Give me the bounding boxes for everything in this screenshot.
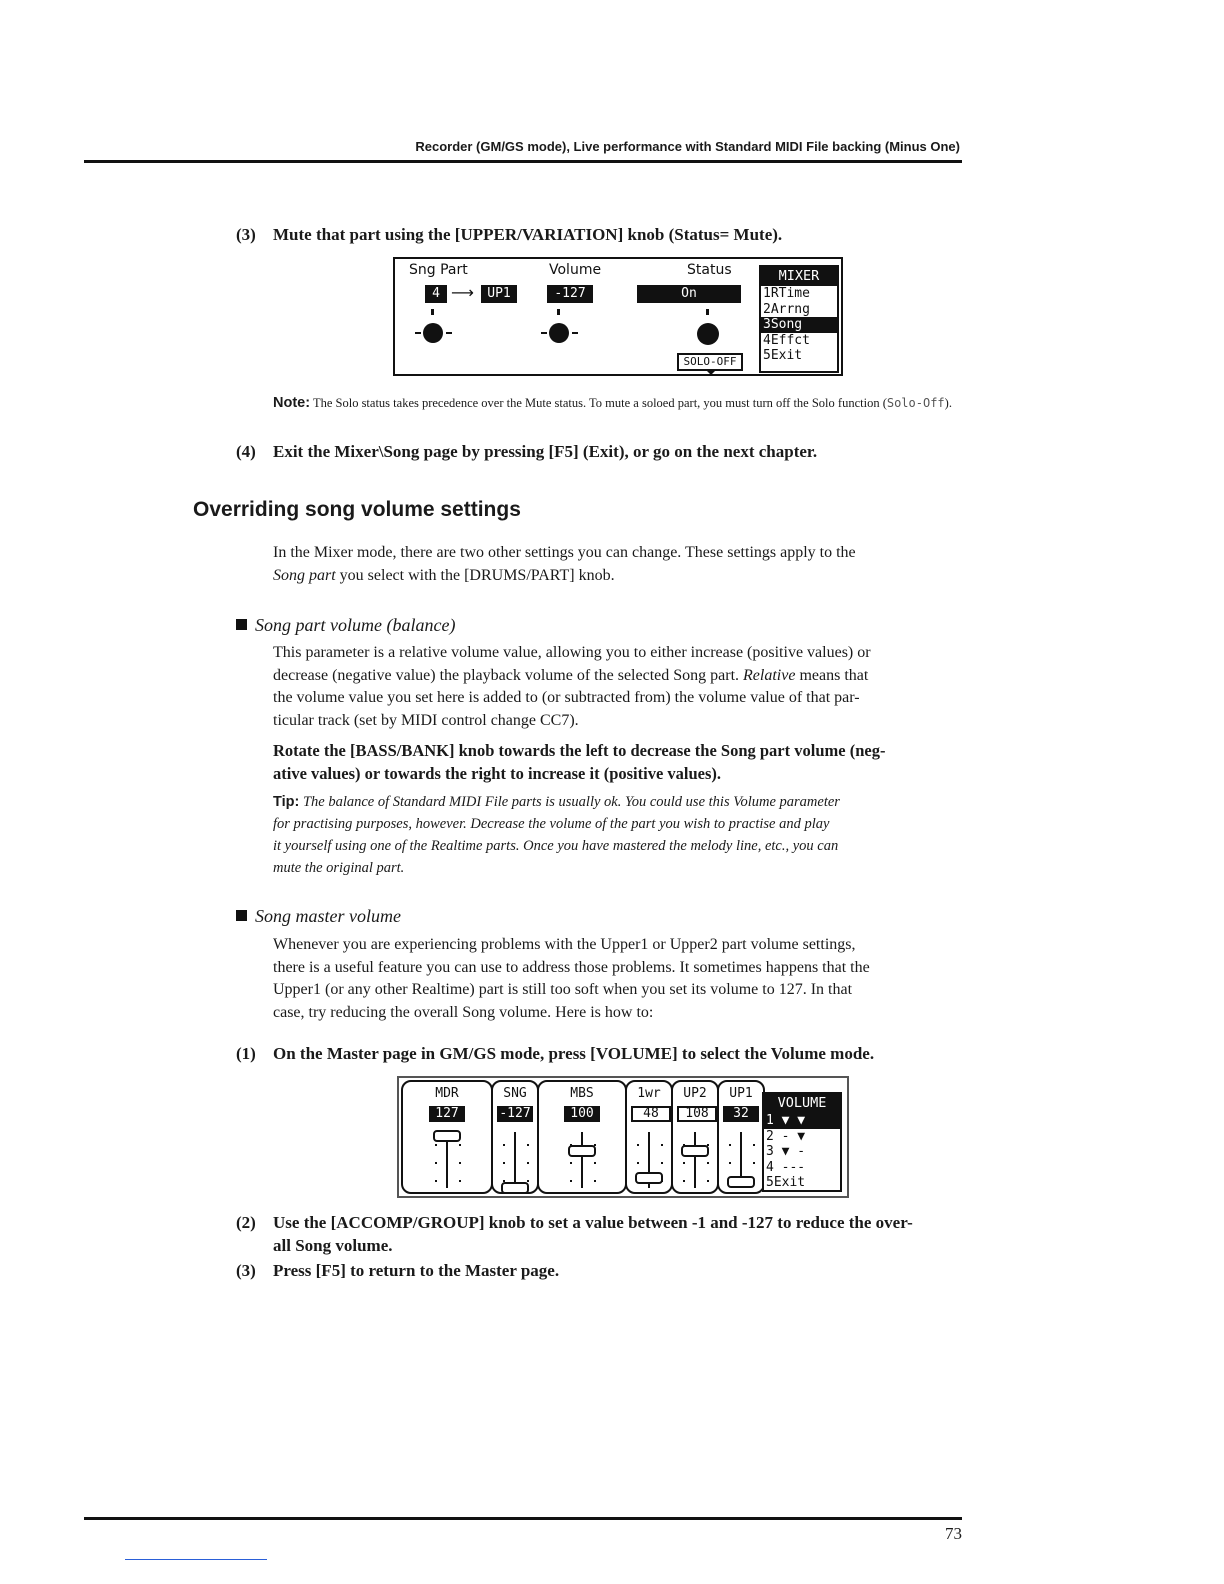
step-text: Mute that part using the [UPPER/VARIATION] knob (Status= Mute).	[273, 225, 783, 244]
fader-value: 48	[631, 1106, 671, 1122]
menu-item-exit[interactable]: 5Exit	[763, 348, 803, 363]
subsection-master-title	[236, 906, 401, 927]
fader-1wr[interactable]	[625, 1080, 673, 1194]
fader-scale-dot	[661, 1144, 663, 1146]
mixer-menu	[759, 265, 839, 373]
fader-track	[694, 1132, 696, 1188]
intro-line-1: In the Mixer mode, there are two other settings you can change. These settings apply to the	[273, 544, 856, 561]
footer-rule	[84, 1517, 962, 1520]
fader-cap[interactable]	[501, 1182, 529, 1194]
fader-value: 127	[429, 1106, 465, 1122]
fader-label: UP1	[729, 1086, 753, 1101]
volume-lcd-screen	[397, 1076, 849, 1198]
fader-track	[514, 1132, 516, 1188]
fader-label: UP2	[683, 1086, 707, 1101]
paragraph-line: This parameter is a relative volume value, allowing you to either increase (positive values) or	[273, 644, 871, 661]
tip-line: it yourself using one of the Realtime parts. Once you have mastered the melody line, etc., you can	[273, 838, 839, 854]
fader-cap[interactable]	[433, 1130, 461, 1142]
intro-italic: Song part	[273, 566, 336, 584]
fader-scale-dot	[503, 1144, 505, 1146]
fader-scale-dot	[683, 1180, 685, 1182]
fader-cap[interactable]	[727, 1176, 755, 1188]
fader-value: 100	[564, 1106, 600, 1122]
step-text: Press [F5] to return to the Master page.	[273, 1261, 560, 1280]
song-part-column-label: Sng Part	[409, 262, 468, 278]
menu-item-exit[interactable]: 5Exit	[766, 1175, 806, 1190]
fader-scale-dot	[459, 1180, 461, 1182]
fader-up1[interactable]	[717, 1080, 765, 1194]
menu-item-4[interactable]: 4 ---	[766, 1159, 806, 1175]
fader-scale-dot	[570, 1180, 572, 1182]
fader-scale-dot	[503, 1162, 505, 1164]
fader-scale-dot	[729, 1162, 731, 1164]
balance-instruction	[273, 740, 963, 785]
mixer-menu-title: MIXER	[761, 267, 837, 286]
fader-mbs[interactable]	[537, 1080, 627, 1194]
menu-item-3[interactable]: 3 ▼ -	[766, 1144, 806, 1159]
instruction-line: ative values) or towards the right to increase it (positive values).	[273, 763, 722, 783]
note-label: Note:	[273, 395, 311, 411]
fader-up2[interactable]	[671, 1080, 719, 1194]
fader-value: 108	[677, 1106, 717, 1122]
status-value: On	[637, 285, 741, 303]
menu-item-2[interactable]: 2 - ▼	[766, 1128, 806, 1144]
triangle-down-icon	[705, 369, 717, 375]
balance-paragraph	[273, 642, 963, 732]
fader-scale-dot	[527, 1162, 529, 1164]
paragraph-line: case, try reducing the overall Song volume. Here is how to:	[273, 1003, 654, 1021]
step-number: (1)	[236, 1044, 256, 1063]
section-intro	[273, 542, 963, 587]
fader-scale-dot	[637, 1144, 639, 1146]
menu-item-effct[interactable]: 4Effct	[763, 332, 810, 348]
fader-scale-dot	[637, 1162, 639, 1164]
paragraph-line: there is a useful feature you can use to address those problems. It sometimes happens that the	[273, 958, 870, 976]
fader-scale-dot	[459, 1144, 461, 1146]
fader-scale-dot	[527, 1180, 529, 1182]
paragraph-line: decrease (negative value) the playback volume of the selected Song part.	[273, 666, 744, 684]
step-number: (3)	[236, 1261, 256, 1280]
volume-value: -127	[547, 285, 593, 303]
running-header: Recorder (GM/GS mode), Live performance with Standard MIDI File backing (Minus One)	[415, 139, 960, 154]
menu-item-1[interactable]: 1 ▼ ▼	[764, 1113, 840, 1129]
solo-status-label: SOLO-OFF	[677, 353, 743, 371]
fader-scale-dot	[753, 1162, 755, 1164]
fader-scale-dot	[753, 1144, 755, 1146]
paragraph-line: Upper1 (or any other Realtime) part is still too soft when you set its volume to 127. In that	[273, 981, 853, 998]
header-rule	[84, 160, 962, 163]
fader-mdr[interactable]	[401, 1080, 493, 1194]
fader-scale-dot	[661, 1162, 663, 1164]
subsection-title-text: Song master volume	[255, 906, 401, 926]
fader-sng[interactable]	[491, 1080, 539, 1194]
step-text-line: all Song volume.	[273, 1236, 393, 1255]
fader-value: -127	[497, 1106, 533, 1122]
intro-line-2: you select with the [DRUMS/PART] knob.	[335, 566, 615, 584]
step-text-line: Use the [ACCOMP/GROUP] knob to set a value between -1 and -127 to reduce the over-	[273, 1213, 913, 1232]
section-heading: Overriding song volume settings	[193, 498, 521, 521]
tip-line: for practising purposes, however. Decrease the volume of the part you wish to practise and play	[273, 816, 830, 832]
paragraph-line: ticular track (set by MIDI control change CC7).	[273, 711, 579, 729]
tip-line: The balance of Standard MIDI File parts is usually ok. You could use this Volume parameter	[299, 794, 840, 810]
status-column-label: Status	[687, 262, 732, 278]
step-text: Exit the Mixer\Song page by pressing [F5] (Exit), or go on the next chapter.	[273, 442, 818, 461]
volume-knob-icon	[543, 309, 603, 359]
fader-value: 32	[723, 1106, 759, 1122]
square-bullet-icon	[236, 619, 247, 630]
paragraph-line: Whenever you are experiencing problems with the Upper1 or Upper2 part volume settings,	[273, 936, 856, 953]
step-number: (3)	[236, 225, 256, 244]
master-paragraph	[273, 934, 963, 1024]
step-number: (2)	[236, 1213, 256, 1232]
fader-label: SNG	[503, 1086, 527, 1101]
page-number: 73	[945, 1524, 962, 1543]
volume-menu-title: VOLUME	[764, 1094, 840, 1113]
note-text: The Solo status takes precedence over the Mute status. To mute a soloed part, you must turn off the Solo function (	[310, 396, 887, 410]
tip-line: mute the original part.	[273, 860, 405, 876]
note-mono-text: Solo-Off	[886, 396, 945, 410]
fader-track	[581, 1132, 583, 1188]
fader-cap[interactable]	[568, 1145, 596, 1157]
fader-scale-dot	[729, 1144, 731, 1146]
tip-label: Tip:	[273, 794, 300, 810]
fader-cap[interactable]	[681, 1145, 709, 1157]
fader-label: MDR	[435, 1086, 459, 1101]
fader-scale-dot	[570, 1162, 572, 1164]
fader-scale-dot	[594, 1180, 596, 1182]
mixer-lcd-screen	[393, 257, 843, 376]
fader-label: MBS	[570, 1086, 594, 1101]
instruction-line: Rotate the [BASS/BANK] knob towards the left to decrease the Song part volume (neg-	[273, 741, 886, 760]
volume-menu	[762, 1092, 842, 1192]
step-number: (4)	[236, 442, 256, 461]
subsection-balance-title	[236, 615, 455, 636]
footer-link-underline	[125, 1559, 267, 1560]
menu-item-arrng[interactable]: 2Arrng	[763, 301, 810, 317]
fader-scale-dot	[683, 1162, 685, 1164]
menu-item-rtime[interactable]: 1RTime	[763, 286, 810, 301]
arrow-right-icon: ⟶	[451, 283, 474, 302]
square-bullet-icon	[236, 910, 247, 921]
menu-item-song[interactable]: 3Song	[761, 317, 837, 333]
step-text: On the Master page in GM/GS mode, press [VOLUME] to select the Volume mode.	[273, 1044, 875, 1063]
paragraph-italic: Relative	[743, 666, 796, 684]
volume-column-label: Volume	[549, 262, 602, 278]
fader-scale-dot	[435, 1180, 437, 1182]
fader-scale-dot	[707, 1180, 709, 1182]
fader-scale-dot	[435, 1144, 437, 1146]
song-part-knob-icon	[417, 309, 477, 359]
tip-block	[273, 791, 963, 879]
fader-scale-dot	[707, 1162, 709, 1164]
fader-scale-dot	[594, 1162, 596, 1164]
status-knob-icon	[693, 309, 733, 359]
note-block	[273, 394, 963, 412]
part-from-value: 4	[425, 285, 447, 303]
fader-scale-dot	[527, 1144, 529, 1146]
subsection-title-text: Song part volume (balance)	[255, 615, 456, 635]
fader-cap[interactable]	[635, 1172, 663, 1184]
fader-label: 1wr	[637, 1086, 661, 1101]
part-to-value: UP1	[481, 285, 517, 303]
fader-scale-dot	[459, 1162, 461, 1164]
paragraph-line-end: means that	[795, 666, 869, 684]
fader-scale-dot	[435, 1162, 437, 1164]
step-text	[273, 1211, 963, 1257]
paragraph-line: the volume value you set here is added to (or subtracted from) the volume value of that par-	[273, 689, 860, 706]
note-text-end: ).	[944, 396, 952, 410]
